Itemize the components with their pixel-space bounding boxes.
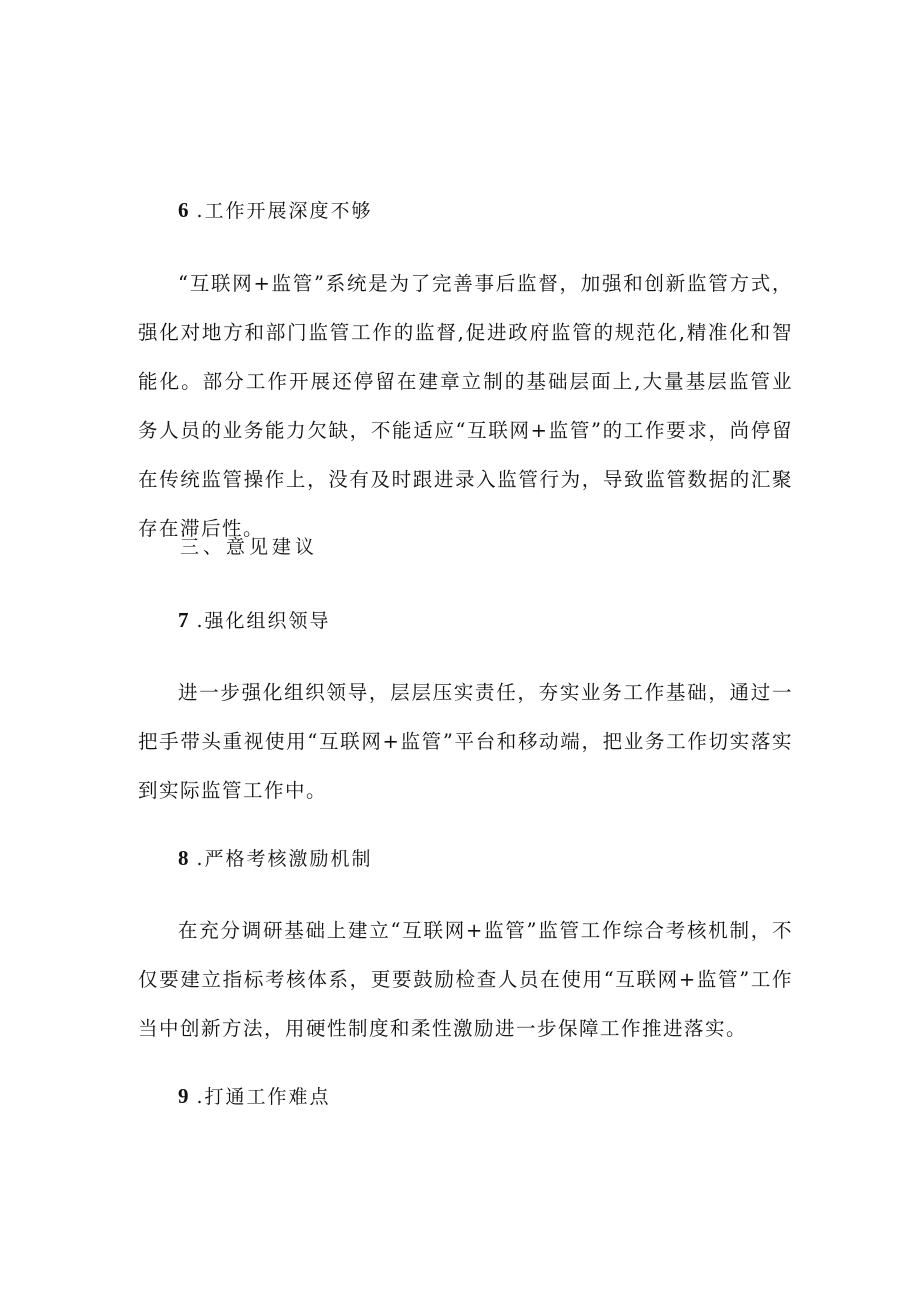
heading-title: .强化组织领导 bbox=[196, 610, 331, 632]
heading-number: 8 bbox=[178, 846, 189, 870]
heading-number: 9 bbox=[178, 1084, 189, 1108]
heading-number: 6 bbox=[178, 198, 189, 222]
heading-9 bbox=[138, 1082, 793, 1109]
section-title-3: 三、意见建议 bbox=[180, 536, 319, 558]
paragraph-8: 在充分调研基础上建立“互联网+监管”监管工作综合考核机制，不仅要建立指标考核体系，更要鼓励检查人员在使用“互联网+监管”工作当中创新方法，用硬性制度和柔性激励进一步保障工作推进落实。 bbox=[138, 919, 793, 1040]
heading-8 bbox=[138, 844, 793, 871]
heading-6 bbox=[138, 196, 793, 223]
heading-title: .严格考核激励机制 bbox=[196, 848, 373, 870]
heading-title: .工作开展深度不够 bbox=[196, 200, 373, 222]
heading-number: 7 bbox=[178, 608, 189, 632]
paragraph-7: 进一步强化组织领导，层层压实责任，夯实业务工作基础，通过一把手带头重视使用“互联网+监管”平台和移动端，把业务工作切实落实到实际监管工作中。 bbox=[138, 681, 793, 802]
paragraph-6: “互联网+监管”系统是为了完善事后监督，加强和创新监管方式，强化对地方和部门监管工作的监督,促进政府监管的规范化,精准化和智能化。部分工作开展还停留在建章立制的基础层面上,大量基层监管业务人员的业务能力欠缺，不能适应“互联网+监管”的工作要求，尚停留在传统监管操作上，没有及时跟进录入监管行为，导致监管数据的汇聚存在滞后性。 bbox=[138, 272, 793, 540]
heading-7 bbox=[138, 606, 793, 633]
heading-title: .打通工作难点 bbox=[196, 1086, 331, 1108]
